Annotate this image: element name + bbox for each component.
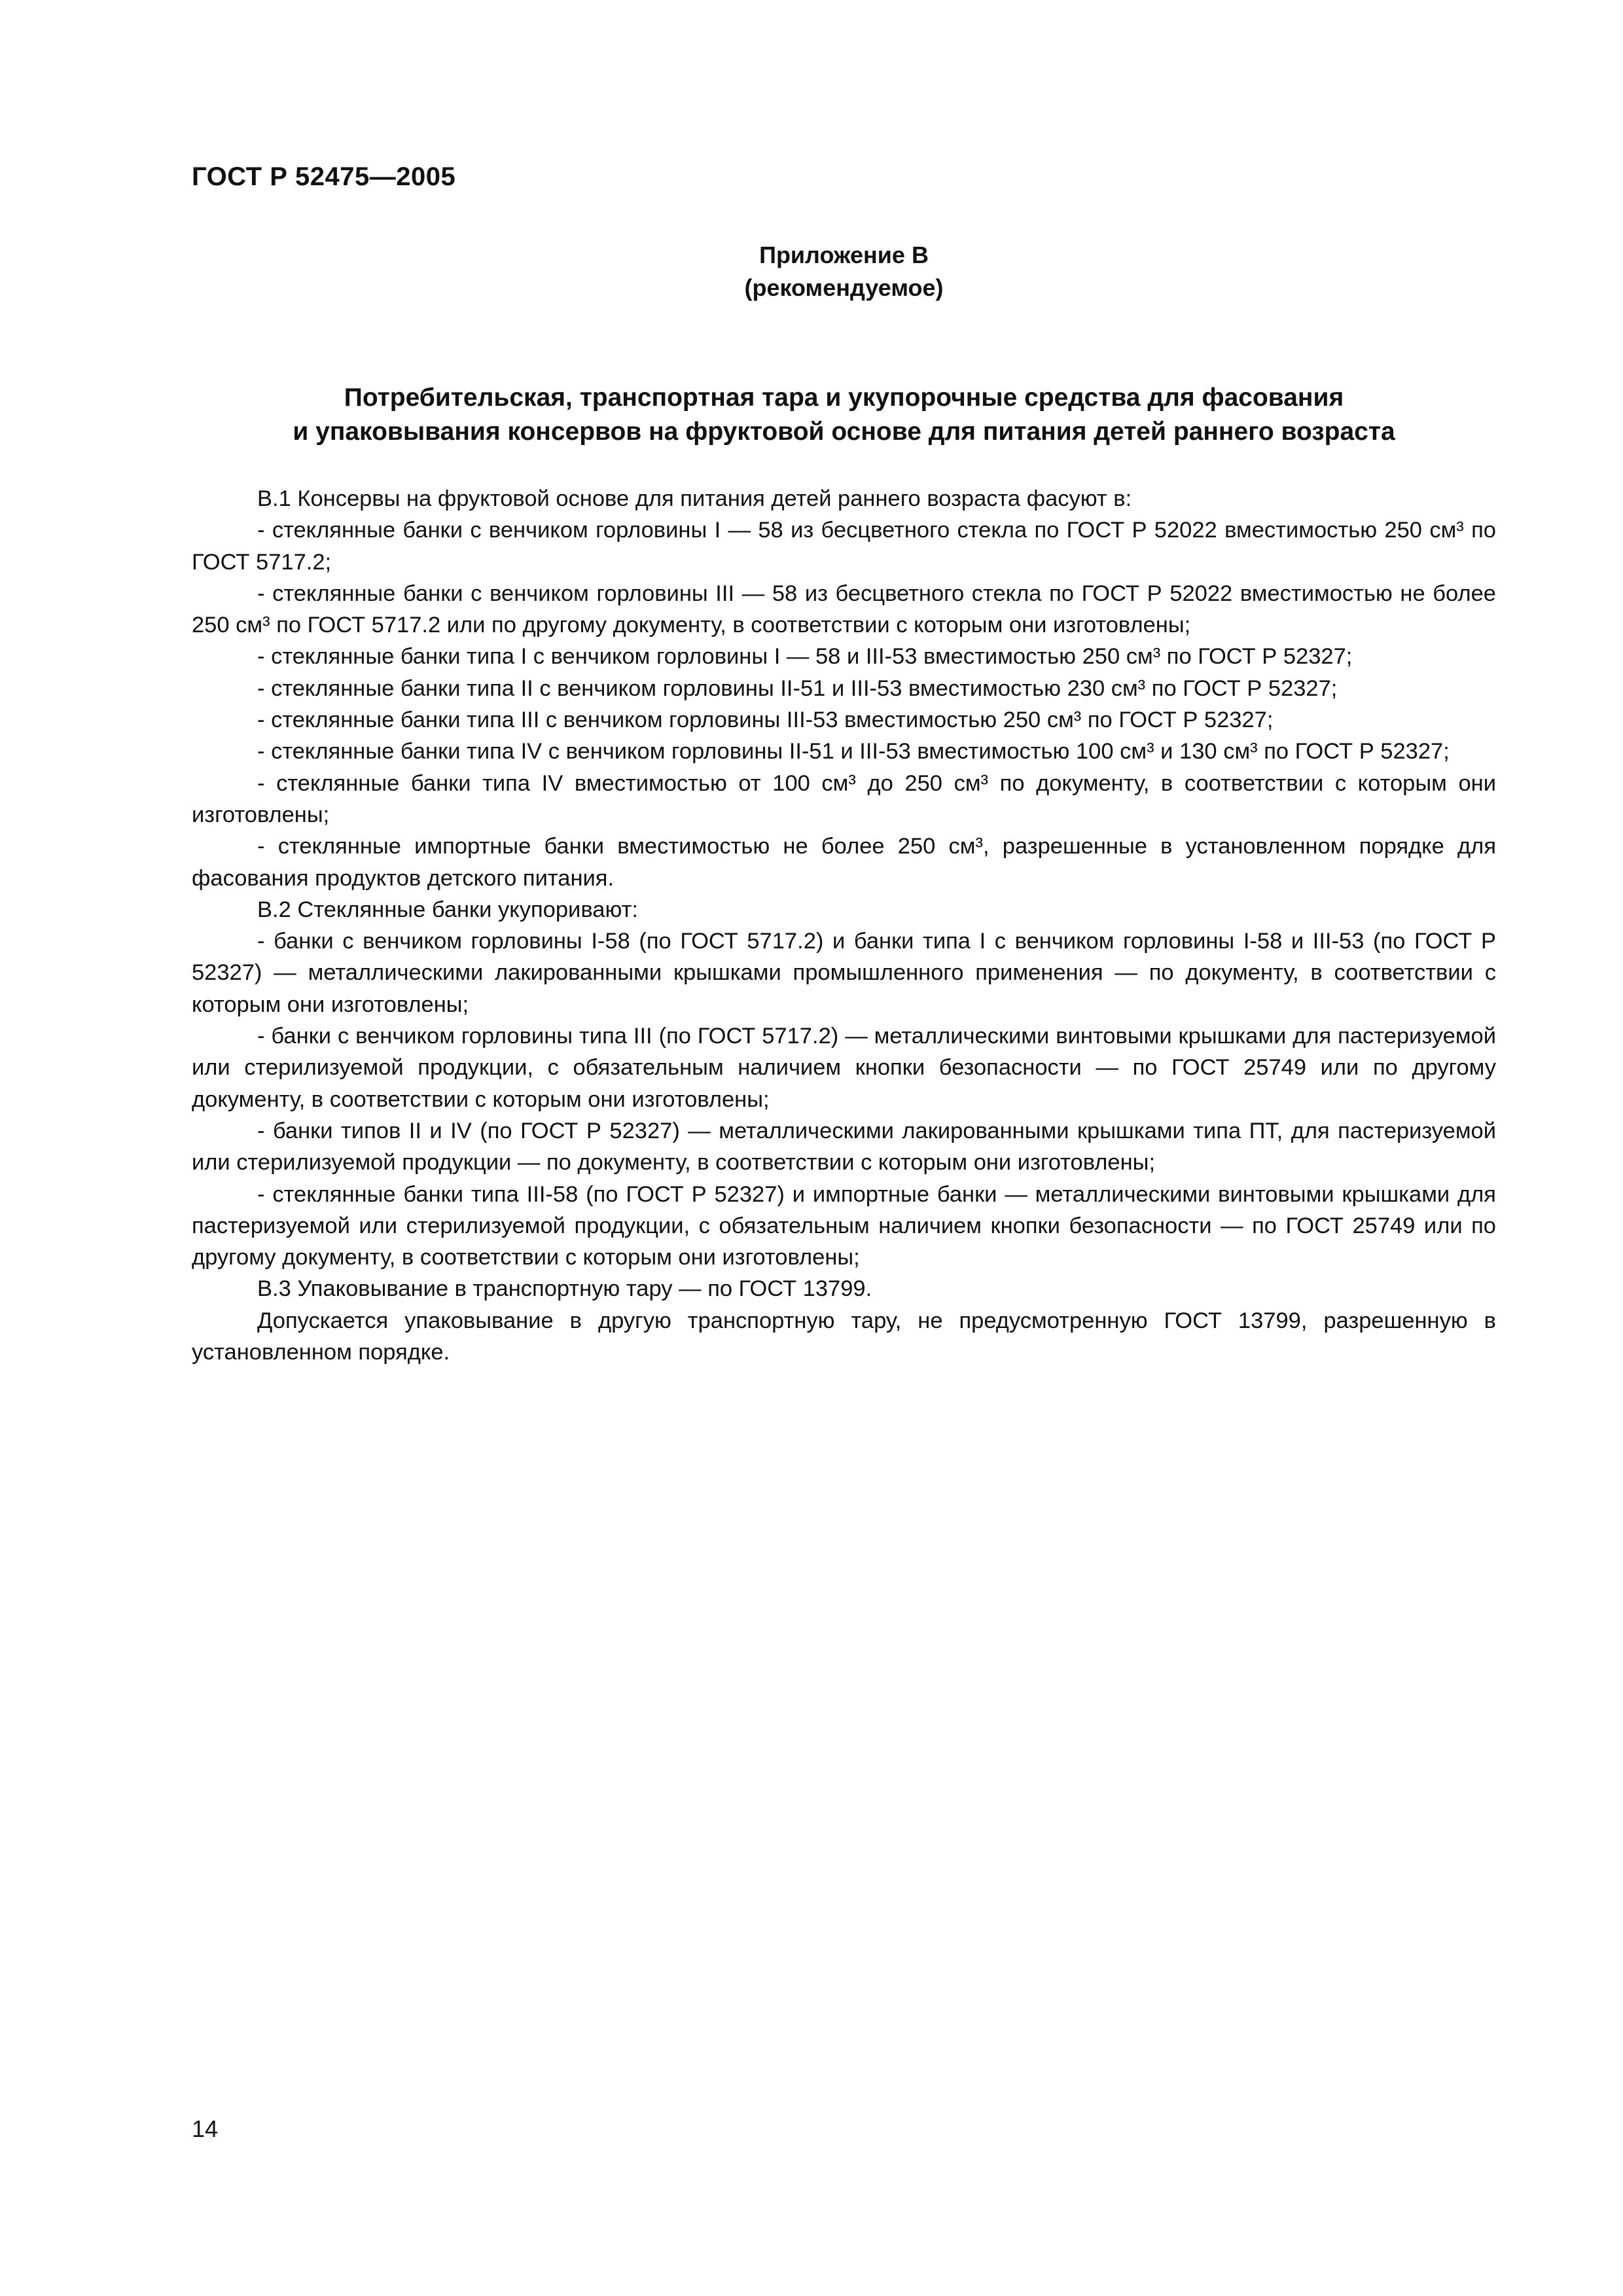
list-item: - стеклянные банки типа I с венчиком горловины I — 58 и III-53 вместимостью 250 см³ по ГОСТ Р 52327; [257,644,1353,670]
page-number: 14 [192,2115,219,2142]
list-item: - стеклянные банки типа III-58 (по ГОСТ Р 52327) и импортные банки — металлическими винтовыми крышками для пастеризуемой или стерилизуемой продукции, с обязательным наличием кнопки безопасности — по ГОСТ 25749 или по другому документу, в соответствии с которым они изготовлены; [192,1181,1496,1270]
list-item: - стеклянные банки типа IV с венчиком горловины II-51 и III-53 вместимостью 100 см³ и 130 см³ по ГОСТ Р 52327; [257,739,1450,764]
list-item: - банки с венчиком горловины I-58 (по ГОСТ 5717.2) и банки типа I с венчиком горловины I-58 и III-53 (по ГОСТ Р 52327) — металлическими лакированными крышками промышленного применения — по документу, в соответствии с которым они изготовлены; [192,929,1496,1017]
title-line-1: Потребительская, транспортная тара и укупорочные средства для фасования [344,384,1344,412]
list-item: - стеклянные банки типа II с венчиком горловины II-51 и III-53 вместимостью 230 см³ по ГОСТ Р 52327; [257,675,1338,701]
appendix-label: Приложение В [759,242,929,268]
list-item: - стеклянные импортные банки вместимостью не более 250 см³, разрешенные в установленном порядке для фасования продуктов детского питания. [192,834,1496,891]
paragraph-b2: В.2 Стеклянные банки укупоривают: [257,897,638,922]
list-item: - стеклянные банки типа III с венчиком горловины III-53 вместимостью 250 см³ по ГОСТ Р 52327; [257,708,1274,733]
paragraph-b1: В.1 Консервы на фруктовой основе для питания детей раннего возраста фасуют в: [257,486,1132,511]
body-text [192,483,1496,1368]
list-item: - стеклянные банки типа IV вместимостью от 100 см³ до 250 см³ по документу, в соответствии с которым они изготовлены; [192,770,1496,827]
title-line-2: и упаковывания консервов на фруктовой основе для питания детей раннего возраста [293,418,1395,446]
standard-code: ГОСТ Р 52475—2005 [192,162,456,191]
list-item: - банки с венчиком горловины типа III (по ГОСТ 5717.2) — металлическими винтовыми крышками для пастеризуемой или стерилизуемой продукции, с обязательным наличием кнопки безопасности — по ГОСТ 25749 или по другому документу, в соответствии с которым они изготовлены; [192,1024,1496,1112]
paragraph-b3-note: Допускается упаковывание в другую транспортную тару, не предусмотренную ГОСТ 13799, разрешенную в установленном порядке. [192,1308,1496,1365]
list-item: - стеклянные банки с венчиком горловины III — 58 из бесцветного стекла по ГОСТ Р 52022 вместимостью не более 250 см³ по ГОСТ 5717.2 или по другому документу, в соответствии с которым они изготовлены; [192,581,1496,638]
appendix-title [192,381,1496,449]
list-item: - банки типов II и IV (по ГОСТ Р 52327) — металлическими лакированными крышками типа ПТ, для пастеризуемой или стерилизуемой продукции — по документу, в соответствии с которым они изготовлены; [192,1118,1496,1175]
list-item: - стеклянные банки с венчиком горловины I — 58 из бесцветного стекла по ГОСТ Р 52022 вместимостью 250 см³ по ГОСТ 5717.2; [192,518,1496,575]
appendix-note: (рекомендуемое) [744,274,944,301]
paragraph-b3: В.3 Упаковывание в транспортную тару — по ГОСТ 13799. [257,1276,872,1302]
appendix-heading [192,239,1496,304]
